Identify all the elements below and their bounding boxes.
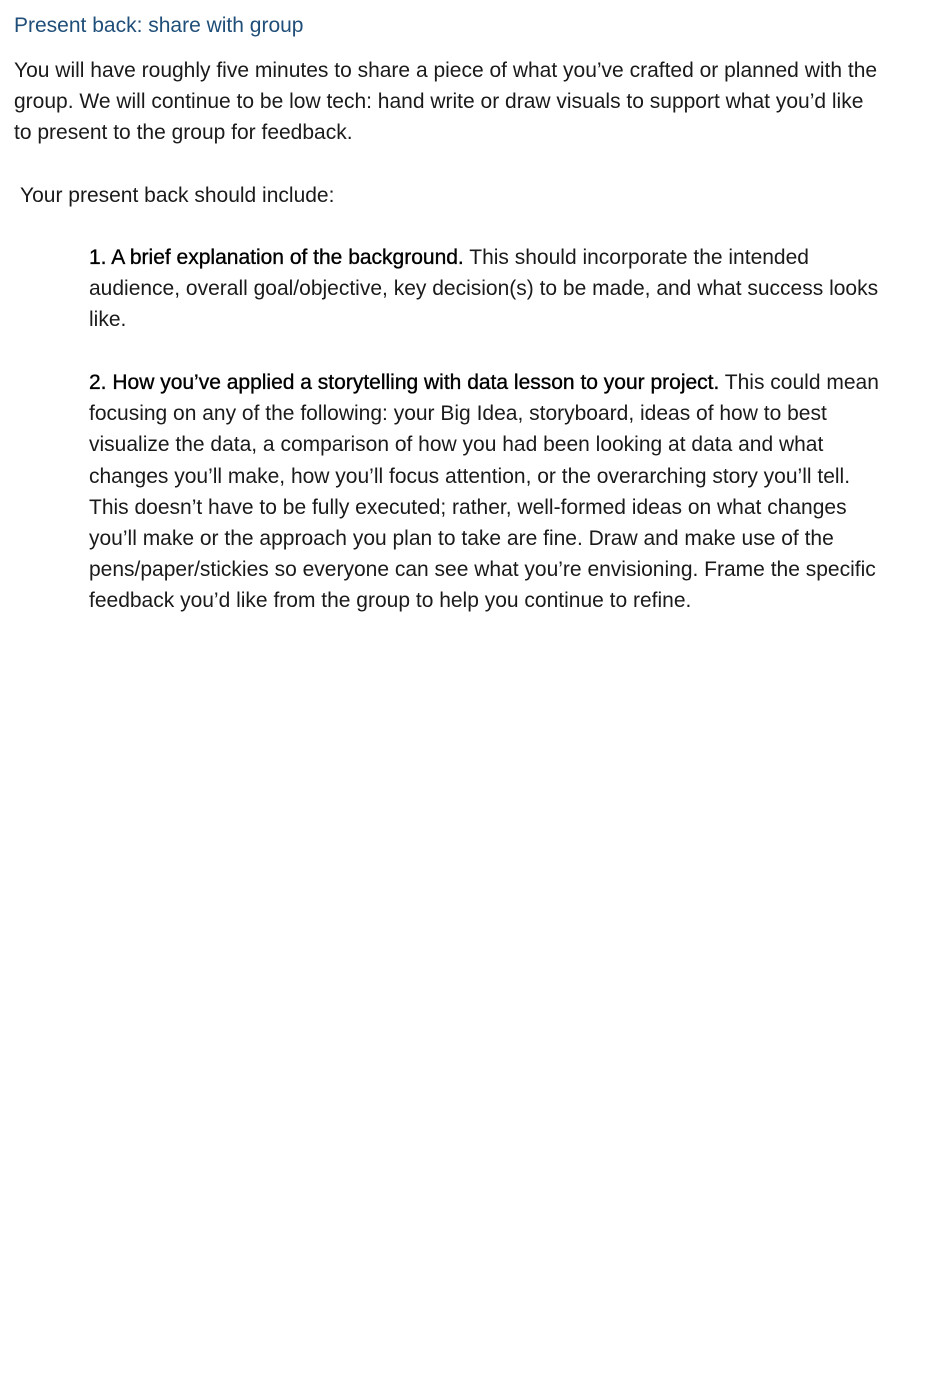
include-label: Your present back should include: [20,184,335,207]
list-item-background [89,242,904,336]
list-item-storytelling [89,367,889,617]
section-heading: Present back: share with group [14,14,304,37]
list-item-lead: 1. A brief explanation of the background. [89,246,464,269]
list-item-body: This should incorporate the intended audience, overall goal/objective, key decision(s) to be made, and what success looks like. [89,246,879,332]
list-item-body: This could mean focusing on any of the following: your Big Idea, storyboard, ideas of how to best visualize the data, a comparison of how you had been looking at data and what changes you’ll make, how you’ll focus attention, or the overarching story you’ll tell. This doesn’t have to be fully executed; rather, well-formed ideas on what changes you’ll make or the approach you plan to take are fine. Draw and make use of the pens/paper/stickies so everyone can see what you’re envisioning. Frame the specific feedback you’d like from the group to help you continue to refine. [89,371,879,613]
list-item-lead: 2. How you’ve applied a storytelling with data lesson to your project. [89,371,720,394]
intro-paragraph: You will have roughly five minutes to share a piece of what you’ve crafted or planned with the group. We will continue to be low tech: hand write or draw visuals to support what you’d like to present to the group for feedback. [14,59,878,145]
